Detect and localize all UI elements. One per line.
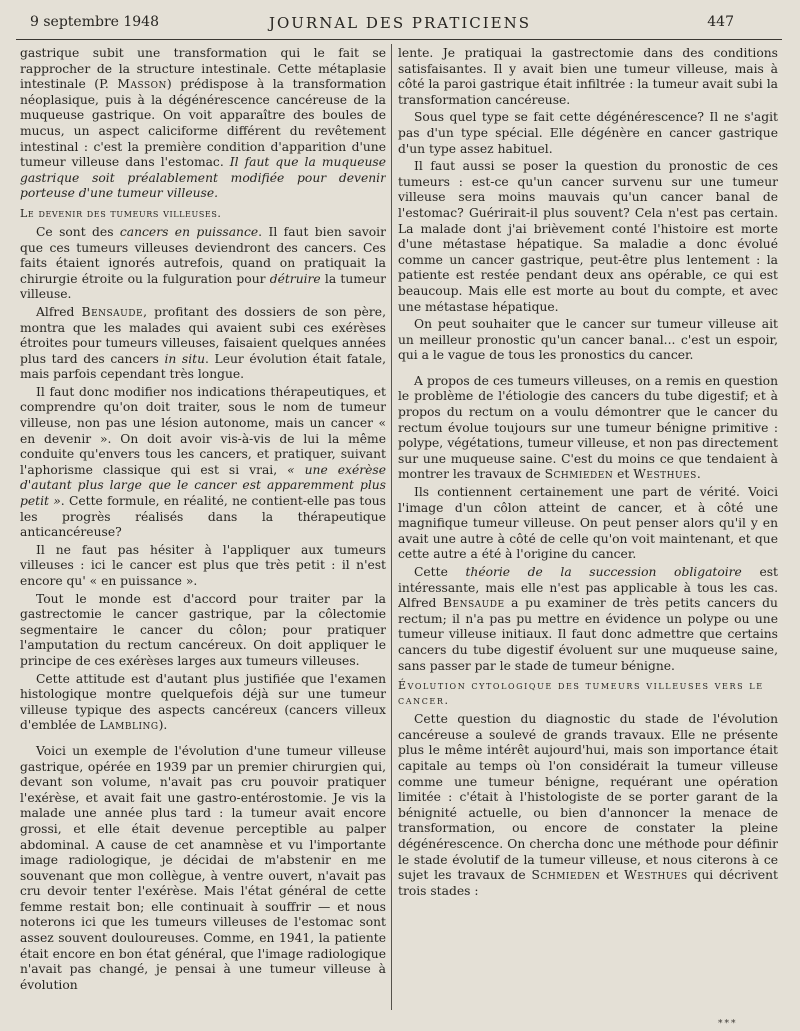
paragraph: Alfred Bensaude, profitant des dossiers de son père, montra que les malades qui avaient subi ces exérèses étroites pour tumeurs villeuses, faisaient quelques années plus tard des cancers in situ. Leur évolution était fatale, mais parfois cependant très longue.	[20, 304, 386, 382]
column-divider	[391, 44, 392, 1010]
paragraph: Tout le monde est d'accord pour traiter par la gastrectomie le cancer gastrique, par la côlectomie segmentaire le cancer du côlon; pour pratiquer l'amputation du rectum cancéreux. On doit appliquer le principe de ces exérèses larges aux tumeurs villeuses.	[20, 591, 386, 668]
left-column	[20, 46, 386, 1016]
section-heading: Évolution cytologique des tumeurs villeuses vers le cancer.	[398, 679, 764, 708]
page-header	[0, 14, 800, 36]
paragraph: Il ne faut pas hésiter à l'appliquer aux tumeurs villeuses : ici le cancer est plus que très petit : il n'est encore qu' « en puissance ».	[20, 542, 386, 588]
footer-mark: ***	[718, 1019, 738, 1029]
header-date: 9 septembre 1948	[30, 14, 159, 30]
paragraph: A propos de ces tumeurs villeuses, on a remis en question le problème de l'étiologie des cancers du tube digestif; et à propos du rectum on a voulu démontrer que le cancer du rectum évolue toujours sur une tumeur bénigne primitive : polype, végétations, tumeur villeuse, et non pas directement sur une muqueuse saine. C'est du moins ce que tendaient à montrer les travaux de Schmieden et Westhues.	[398, 373, 778, 482]
paragraph: Il faut donc modifier nos indications thérapeutiques, et comprendre qu'on doit traiter, sous le nom de tumeur villeuse, non pas une lésion autonome, mais un cancer « en devenir ». On doit avoir vis-à-vis de lui la même conduite qu'envers tous les cancers, et pratiquer, suivant l'aphorisme classique qui est si vrai, « une exérèse d'autant plus large que le cancer est apparemment plus petit ». Cette formule, en réalité, ne contient-elle pas tous les progrès réalisés dans la thérapeutique anticancéreuse?	[20, 384, 386, 540]
section-heading: Le devenir des tumeurs villeuses.	[20, 206, 222, 220]
paragraph: Cette attitude est d'autant plus justifiée que l'examen histologique montre quelquefois déjà sur une tumeur villeuse typique des aspects cancéreux (cancers villeux d'emblée de Lambling).	[20, 671, 386, 733]
right-column	[398, 46, 778, 1016]
paragraph: Ils contiennent certainement une part de vérité. Voici l'image d'un côlon atteint de cancer, et à côté une magnifique tumeur villeuse. On peut penser alors qu'il y en avait une autre à côté de celle qu'on voit maintenant, et que cette autre a été à l'origine du cancer.	[398, 485, 778, 562]
paragraph: Voici un exemple de l'évolution d'une tumeur villeuse gastrique, opérée en 1939 par un premier chirurgien qui, devant son volume, n'avait pas cru pouvoir pratiquer l'exérèse, et avait fait une gastro-entérostomie. Je vis la malade une année plus tard : la tumeur avait encore grossi, et elle était devenue perceptible au palper abdominal. A cause de cet anamnèse et vu l'importante image radiologique, je décidai de m'abstenir en me souvenant que mon collègue, à ventre ouvert, n'avait pas cru devoir tenter l'exérèse. Mais l'état général de cette femme restait bon; elle continuait à souffrir — et nous noterons ici que les tumeurs villeuses de l'estomac sont assez souvent douloureuses. Comme, en 1941, la patiente était encore en bon état général, que l'image radiologique n'avait pas changé, je pensai à une tumeur villeuse à évolution	[20, 743, 386, 992]
paragraph: On peut souhaiter que le cancer sur tumeur villeuse ait un meilleur pronostic qu'un cancer banal... c'est un espoir, qui a le vague de tous les pronostics du cancer.	[398, 317, 778, 363]
journal-title: JOURNAL DES PRATICIENS	[268, 14, 532, 32]
paragraph: Ce sont des cancers en puissance. Il faut bien savoir que ces tumeurs villeuses deviendront des cancers. Ces faits étaient ignorés autrefois, quand on pratiquait la chirurgie étroite ou la fulguration pour détruire la tumeur villeuse.	[20, 224, 386, 302]
header-rule	[16, 39, 782, 40]
paragraph: lente. Je pratiquai la gastrectomie dans des conditions satisfaisantes. Il y avait bien une tumeur villeuse, mais à côté la paroi gastrique était infiltrée : la tumeur avait subi la transformation cancéreuse.	[398, 46, 778, 107]
paragraph: Il faut aussi se poser la question du pronostic de ces tumeurs : est-ce qu'un cancer survenu sur une tumeur villeuse sera moins mauvais qu'un cancer banal de l'estomac? Guérirait-il plus souvent? Cela n'est pas certain. La malade dont j'ai brièvement conté l'histoire est morte d'une métastase hépatique. Sa maladie a donc évolué comme un cancer gastrique, peut-être plus lentement : la patiente est restée pendant deux ans opérable, ce qui est beaucoup. Mais elle est morte au bout du compte, et avec une métastase hépatique.	[398, 159, 778, 314]
paragraph: gastrique subit une transformation qui le fait se rapprocher de la structure intestinale. Cette métaplasie intestinale (P. Masson) prédispose à la transformation néoplasique, puis à la dégénérescence cancéreuse de la muqueuse gastrique. On voit apparaître des boules de mucus, un aspect caliciforme différent du revêtement intestinal : c'est la première condition d'apparition d'une tumeur villeuse dans l'estomac. Il faut que la muqueuse gastrique soit préalablement modifiée pour devenir porteuse d'une tumeur villeuse.	[20, 46, 386, 201]
page-number: 447	[707, 14, 734, 30]
paragraph: Sous quel type se fait cette dégénérescence? Il ne s'agit pas d'un type spécial. Elle dégénère en cancer gastrique d'un type assez habituel.	[398, 110, 778, 156]
paragraph: Cette théorie de la succession obligatoire est intéressante, mais elle n'est pas applicable à tous les cas. Alfred Bensaude a pu examiner de très petits cancers du rectum; il n'a pas pu mettre en évidence un polype ou une tumeur villeuse initiaux. Il faut donc admettre que certains cancers du tube digestif évoluent sur une muqueuse saine, sans passer par le stade de tumeur bénigne.	[398, 565, 778, 673]
paragraph: Cette question du diagnostic du stade de l'évolution cancéreuse a soulevé de grands travaux. Elle ne présente plus le même intérêt aujourd'hui, mais son importance était capitale au temps où l'on considérait la tumeur villeuse comme une tumeur bénigne, requérant une opération limitée : c'était à l'histologiste de se porter garant de la bénignité actuelle, ou bien d'annoncer la menace de transformation, ou encore de constater la pleine dégénérescence. On chercha donc une méthode pour définir le stade évolutif de la tumeur villeuse, et nous citerons à ce sujet les travaux de Schmieden et Westhues qui décrivent trois stades :	[398, 712, 778, 898]
